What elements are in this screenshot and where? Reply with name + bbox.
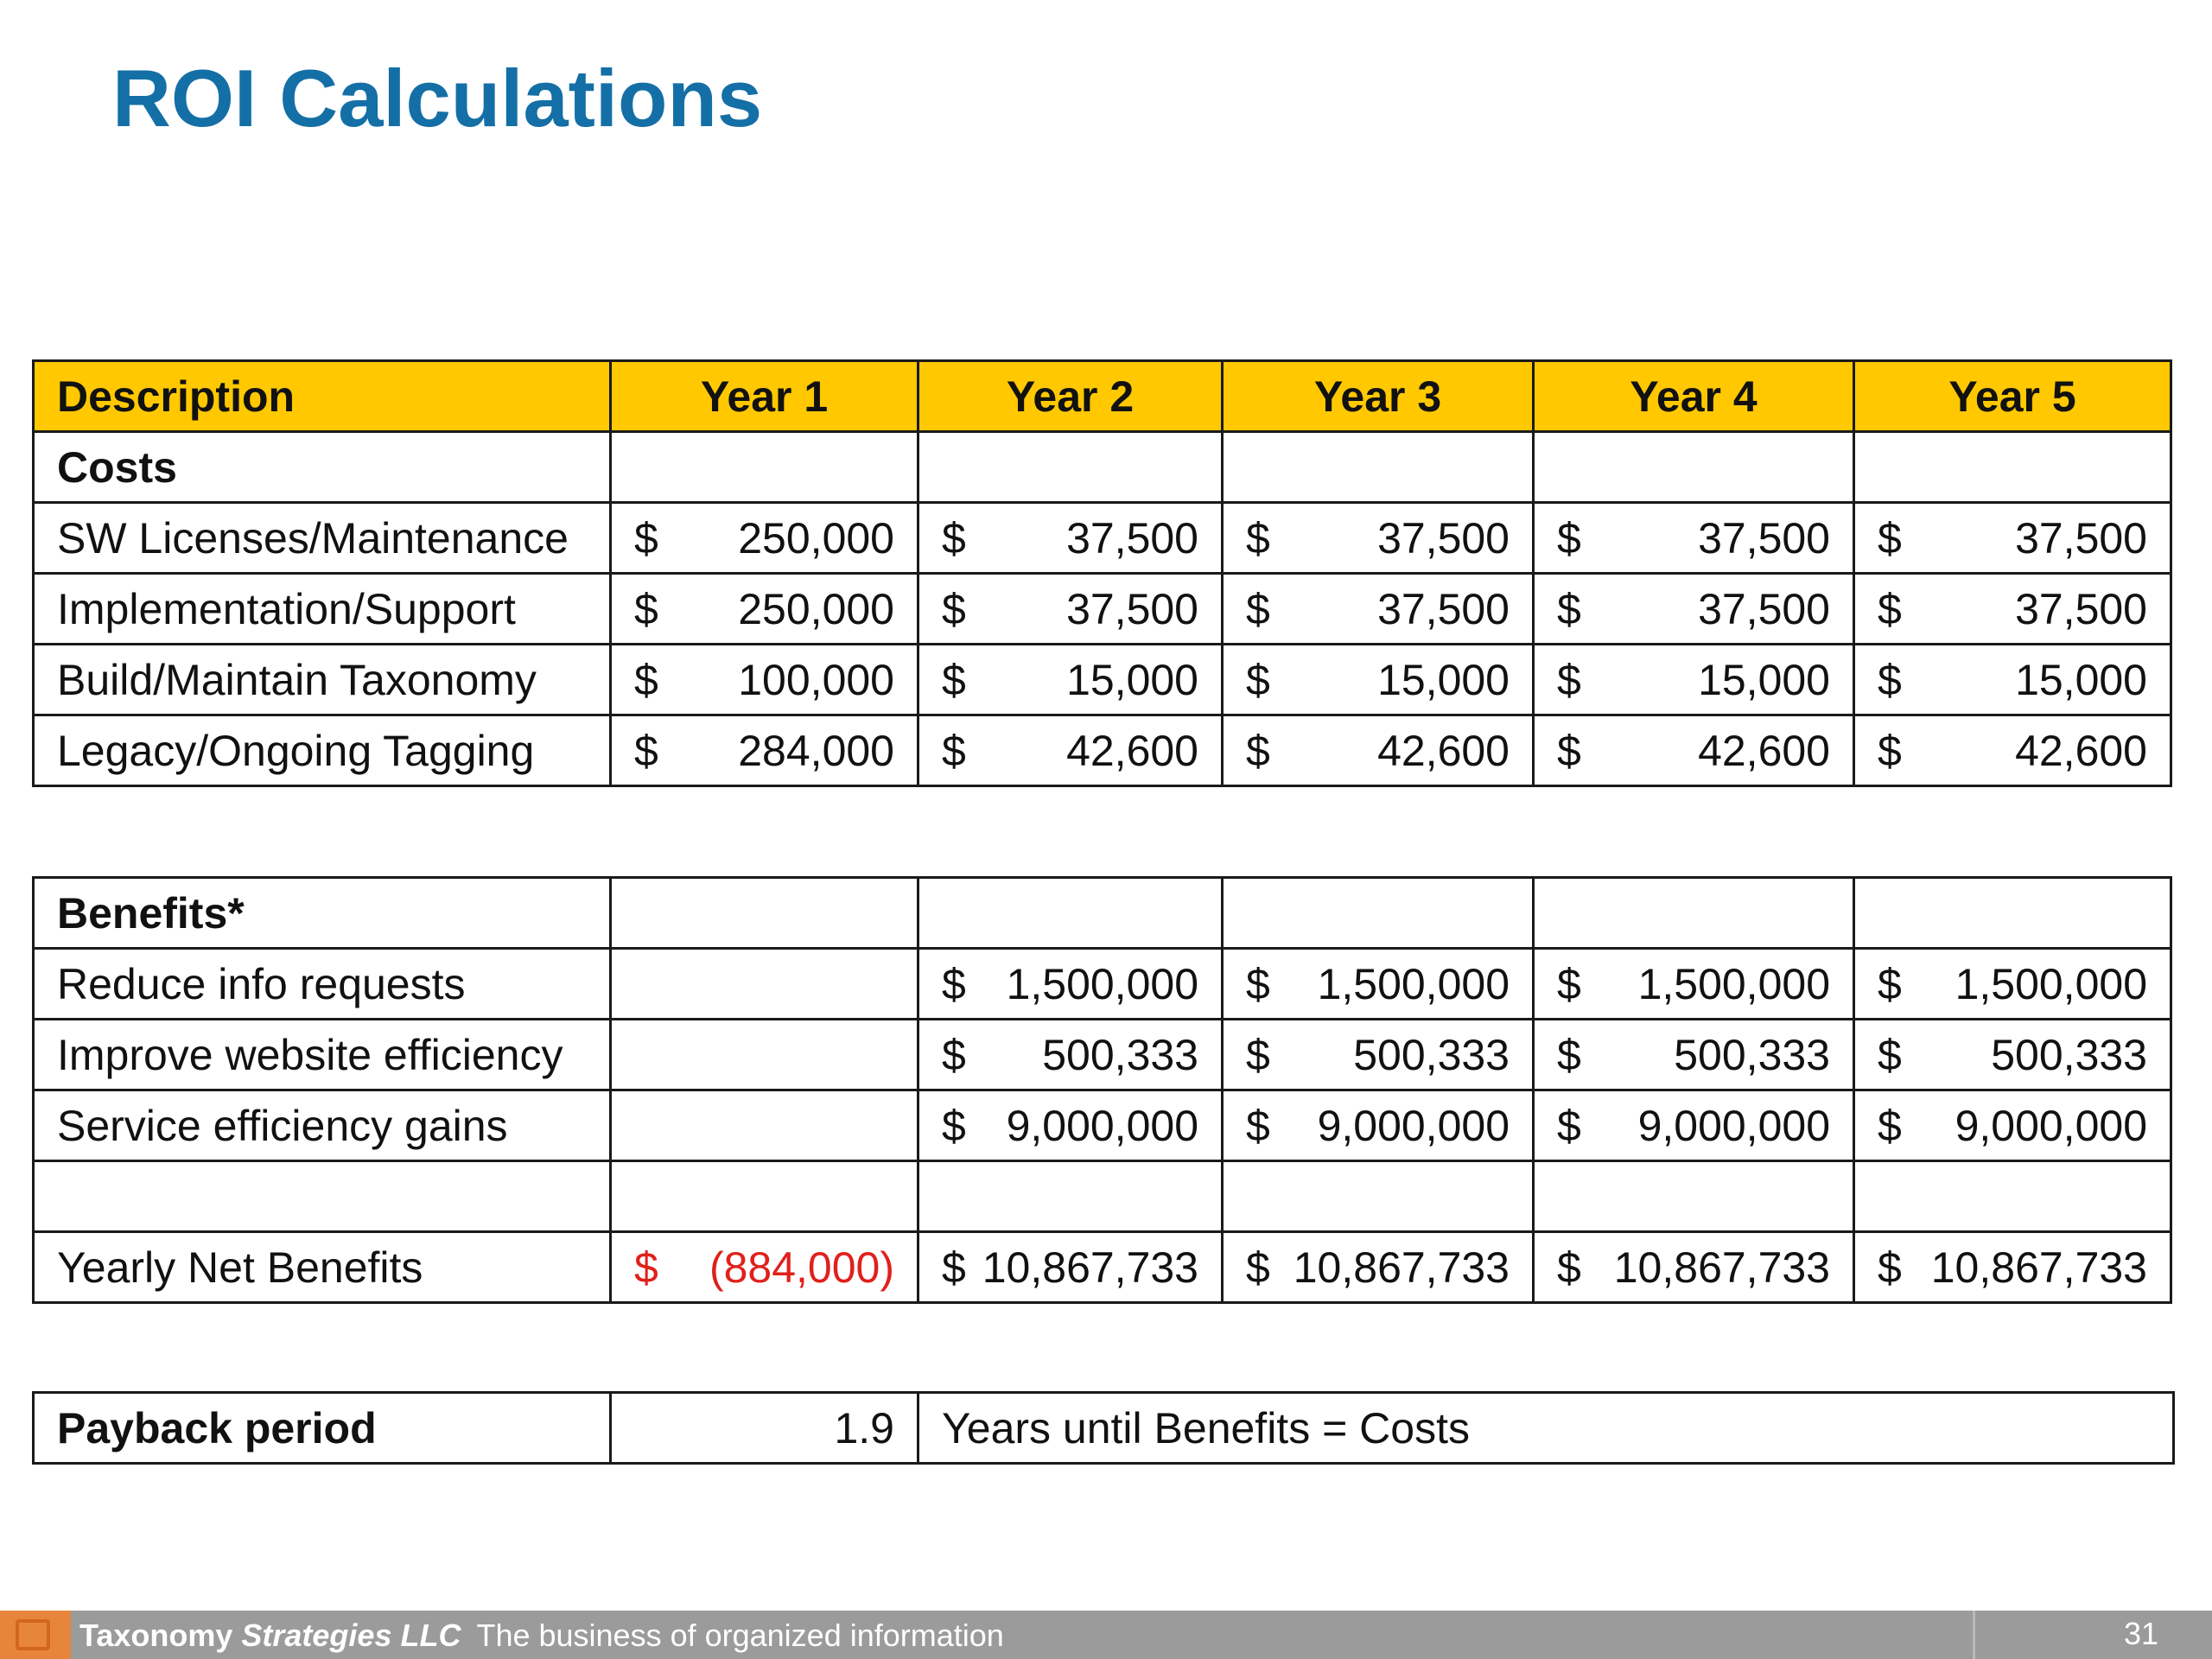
amount-cell <box>1854 503 2171 574</box>
amount <box>1246 513 1510 563</box>
amount <box>1878 513 2147 563</box>
amount <box>1557 655 1830 705</box>
currency-symbol: $ <box>1878 584 1902 633</box>
amount <box>1557 584 1830 634</box>
amount-value: 37,500 <box>2015 513 2147 563</box>
currency-symbol: $ <box>1557 1030 1581 1079</box>
amount-cell <box>918 1090 1223 1161</box>
currency-symbol: $ <box>1246 959 1270 1008</box>
amount <box>1246 584 1510 634</box>
amount-value: 37,500 <box>1698 584 1830 633</box>
amount <box>1557 1243 1830 1293</box>
amount-value: 284,000 <box>738 726 894 775</box>
empty-cell <box>1854 432 2171 503</box>
footer-text <box>79 1618 1004 1654</box>
amount <box>1246 1243 1510 1293</box>
amount <box>1246 959 1510 1009</box>
amount-value: 37,500 <box>2015 584 2147 633</box>
amount-cell <box>1854 645 2171 715</box>
amount-value: 250,000 <box>738 584 894 633</box>
costs-section-row <box>34 432 2171 503</box>
table-row <box>34 645 2171 715</box>
amount-value: 500,333 <box>1353 1030 1510 1079</box>
amount-value: 1,500,000 <box>1006 959 1198 1008</box>
amount-cell <box>1534 503 1854 574</box>
currency-symbol: $ <box>942 513 966 563</box>
empty-cell <box>918 432 1223 503</box>
amount-value: 37,500 <box>1377 584 1510 633</box>
amount-value: 250,000 <box>738 513 894 563</box>
payback-value: 1.9 <box>611 1393 918 1464</box>
costs-section-label: Costs <box>34 432 611 503</box>
amount-cell <box>1223 503 1534 574</box>
currency-symbol: $ <box>1878 726 1902 775</box>
amount-value: 10,867,733 <box>1930 1243 2147 1292</box>
empty-cell <box>611 1161 918 1232</box>
amount-cell <box>1534 574 1854 645</box>
amount <box>1557 1101 1830 1151</box>
amount-cell <box>918 574 1223 645</box>
amount-value: 1,500,000 <box>1317 959 1510 1008</box>
row-description: Build/Maintain Taxonomy <box>34 645 611 715</box>
amount-value: 37,500 <box>1377 513 1510 563</box>
amount-cell <box>1854 1020 2171 1090</box>
row-description: Reduce info requests <box>34 949 611 1020</box>
amount-cell <box>918 1020 1223 1090</box>
amount-cell <box>1223 1020 1534 1090</box>
amount <box>1878 584 2147 634</box>
table-row <box>34 574 2171 645</box>
empty-cell <box>1854 878 2171 949</box>
currency-symbol: $ <box>1878 655 1902 704</box>
amount-value: 15,000 <box>1066 655 1198 704</box>
currency-symbol: $ <box>942 584 966 633</box>
amount <box>942 513 1198 563</box>
amount <box>1878 1101 2147 1151</box>
net-benefits-row <box>34 1232 2171 1303</box>
amount-cell <box>611 715 918 786</box>
table-row <box>34 503 2171 574</box>
currency-symbol: $ <box>1557 513 1581 563</box>
amount <box>634 655 894 705</box>
amount <box>942 959 1198 1009</box>
spacer-row <box>34 1161 2171 1232</box>
amount <box>1878 655 2147 705</box>
header-row <box>34 361 2171 432</box>
currency-symbol: $ <box>1557 726 1581 775</box>
amount-cell <box>1534 715 1854 786</box>
amount-value: 15,000 <box>2015 655 2147 704</box>
costs-table <box>32 359 2172 787</box>
amount-cell <box>918 715 1223 786</box>
currency-symbol: $ <box>634 726 658 775</box>
currency-symbol: $ <box>1878 959 1902 1008</box>
currency-symbol: $ <box>1557 1101 1581 1150</box>
currency-symbol: $ <box>1246 513 1270 563</box>
amount-cell <box>1854 1232 2171 1303</box>
currency-symbol: $ <box>1878 1101 1902 1150</box>
currency-symbol: $ <box>634 1243 658 1292</box>
currency-symbol: $ <box>1246 1101 1270 1150</box>
amount-value: 1,500,000 <box>1955 959 2147 1008</box>
empty-cell <box>34 1161 611 1232</box>
empty-cell <box>611 878 918 949</box>
currency-symbol: $ <box>634 584 658 633</box>
amount <box>634 726 894 776</box>
amount <box>634 584 894 634</box>
amount-value: 500,333 <box>1674 1030 1830 1079</box>
amount-value: 37,500 <box>1698 513 1830 563</box>
amount-value: 37,500 <box>1066 584 1198 633</box>
header-year-3: Year 3 <box>1223 361 1534 432</box>
amount-cell <box>1223 715 1534 786</box>
amount <box>1557 1030 1830 1080</box>
payback-note: Years until Benefits = Costs <box>918 1393 2174 1464</box>
amount <box>634 1243 894 1293</box>
empty-cell <box>1854 1161 2171 1232</box>
table-row <box>34 715 2171 786</box>
amount <box>1878 1243 2147 1293</box>
amount-cell <box>611 1232 918 1303</box>
empty-cell <box>918 878 1223 949</box>
amount-cell <box>1854 949 2171 1020</box>
amount-value: 500,333 <box>1042 1030 1198 1079</box>
amount-cell <box>1854 715 2171 786</box>
empty-cell <box>611 1020 918 1090</box>
amount <box>942 655 1198 705</box>
amount-cell <box>1223 1090 1534 1161</box>
amount-cell <box>918 645 1223 715</box>
empty-cell <box>1534 1161 1854 1232</box>
currency-symbol: $ <box>942 726 966 775</box>
company-name-italic: Strategies LLC <box>241 1618 461 1653</box>
currency-symbol: $ <box>1557 655 1581 704</box>
amount-cell <box>611 503 918 574</box>
amount <box>1878 1030 2147 1080</box>
empty-cell <box>1223 432 1534 503</box>
amount <box>1246 726 1510 776</box>
amount-cell <box>1223 574 1534 645</box>
amount-cell <box>1223 1232 1534 1303</box>
amount-value: 9,000,000 <box>1317 1101 1510 1150</box>
benefits-table <box>32 876 2172 1304</box>
amount <box>1557 959 1830 1009</box>
currency-symbol: $ <box>634 655 658 704</box>
row-description: Service efficiency gains <box>34 1090 611 1161</box>
table-row <box>34 1020 2171 1090</box>
empty-cell <box>611 432 918 503</box>
header-year-1: Year 1 <box>611 361 918 432</box>
amount <box>1557 513 1830 563</box>
currency-symbol: $ <box>942 1101 966 1150</box>
currency-symbol: $ <box>1878 1243 1902 1292</box>
row-description: Yearly Net Benefits <box>34 1232 611 1303</box>
amount <box>942 1030 1198 1080</box>
page-number: 31 <box>2123 1616 2158 1651</box>
empty-cell <box>611 949 918 1020</box>
empty-cell <box>611 1090 918 1161</box>
amount-value: 42,600 <box>1698 726 1830 775</box>
amount <box>1246 655 1510 705</box>
amount-cell <box>1854 1090 2171 1161</box>
amount-value: 15,000 <box>1698 655 1830 704</box>
amount-cell <box>1534 645 1854 715</box>
company-logo-icon <box>0 1611 71 1659</box>
empty-cell <box>1223 878 1534 949</box>
amount-value: 9,000,000 <box>1637 1101 1830 1150</box>
amount-value: 9,000,000 <box>1955 1101 2147 1150</box>
empty-cell <box>918 1161 1223 1232</box>
amount-value: 15,000 <box>1377 655 1510 704</box>
amount <box>1557 726 1830 776</box>
currency-symbol: $ <box>942 1030 966 1079</box>
currency-symbol: $ <box>1557 1243 1581 1292</box>
amount <box>942 1243 1198 1293</box>
payback-row <box>34 1393 2174 1464</box>
header-year-5: Year 5 <box>1854 361 2171 432</box>
logo-mark <box>16 1619 50 1650</box>
amount-value: 37,500 <box>1066 513 1198 563</box>
amount-value: 100,000 <box>738 655 894 704</box>
amount-cell <box>1534 1090 1854 1161</box>
row-description: Legacy/Ongoing Tagging <box>34 715 611 786</box>
amount-value: 9,000,000 <box>1006 1101 1198 1150</box>
currency-symbol: $ <box>1246 584 1270 633</box>
payback-label: Payback period <box>34 1393 611 1464</box>
amount-cell <box>918 503 1223 574</box>
amount <box>942 726 1198 776</box>
currency-symbol: $ <box>942 655 966 704</box>
amount-cell <box>611 574 918 645</box>
amount-value: 10,867,733 <box>1613 1243 1830 1292</box>
amount-value: 42,600 <box>2015 726 2147 775</box>
row-description: Implementation/Support <box>34 574 611 645</box>
amount-value: 1,500,000 <box>1637 959 1830 1008</box>
amount-cell <box>1534 1020 1854 1090</box>
footer-company <box>79 1618 461 1653</box>
amount-cell <box>1223 949 1534 1020</box>
currency-symbol: $ <box>1878 513 1902 563</box>
company-name-plain: Taxonomy <box>79 1618 233 1653</box>
amount-cell <box>918 949 1223 1020</box>
empty-cell <box>1534 432 1854 503</box>
amount-value: 10,867,733 <box>982 1243 1198 1292</box>
amount <box>1878 726 2147 776</box>
row-description: Improve website efficiency <box>34 1020 611 1090</box>
header-year-2: Year 2 <box>918 361 1223 432</box>
header-description: Description <box>34 361 611 432</box>
amount <box>942 1101 1198 1151</box>
table-row <box>34 949 2171 1020</box>
amount-cell <box>1534 949 1854 1020</box>
amount-value: 500,333 <box>1991 1030 2147 1079</box>
footer-divider <box>1973 1611 1975 1659</box>
amount <box>1246 1030 1510 1080</box>
amount-value: (884,000) <box>709 1243 894 1292</box>
currency-symbol: $ <box>1246 1243 1270 1292</box>
amount-cell <box>1223 645 1534 715</box>
footer-bar <box>0 1611 2212 1659</box>
amount <box>1246 1101 1510 1151</box>
currency-symbol: $ <box>1246 655 1270 704</box>
amount-cell <box>918 1232 1223 1303</box>
amount-value: 10,867,733 <box>1293 1243 1510 1292</box>
header-year-4: Year 4 <box>1534 361 1854 432</box>
amount-value: 42,600 <box>1066 726 1198 775</box>
amount <box>942 584 1198 634</box>
currency-symbol: $ <box>1557 959 1581 1008</box>
benefits-section-row <box>34 878 2171 949</box>
slide-title: ROI Calculations <box>112 53 763 143</box>
currency-symbol: $ <box>634 513 658 563</box>
empty-cell <box>1223 1161 1534 1232</box>
row-description: SW Licenses/Maintenance <box>34 503 611 574</box>
amount <box>1878 959 2147 1009</box>
currency-symbol: $ <box>942 1243 966 1292</box>
currency-symbol: $ <box>1878 1030 1902 1079</box>
currency-symbol: $ <box>942 959 966 1008</box>
amount <box>634 513 894 563</box>
amount-value: 42,600 <box>1377 726 1510 775</box>
benefits-section-label: Benefits* <box>34 878 611 949</box>
footer-tagline: The business of organized information <box>476 1618 1004 1653</box>
amount-cell <box>611 645 918 715</box>
empty-cell <box>1534 878 1854 949</box>
payback-table <box>32 1391 2175 1465</box>
currency-symbol: $ <box>1246 1030 1270 1079</box>
currency-symbol: $ <box>1246 726 1270 775</box>
currency-symbol: $ <box>1557 584 1581 633</box>
table-row <box>34 1090 2171 1161</box>
amount-cell <box>1534 1232 1854 1303</box>
amount-cell <box>1854 574 2171 645</box>
